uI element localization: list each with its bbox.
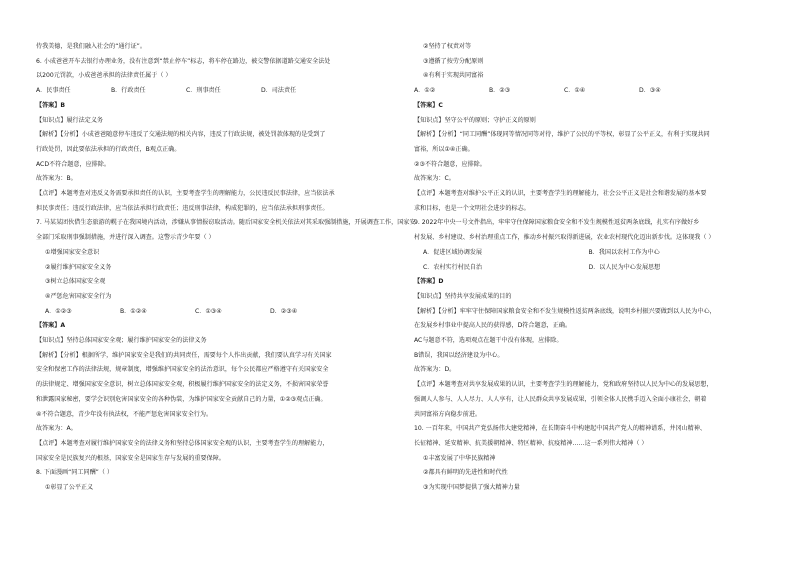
statement-4: ④有利于实现共同富裕 xyxy=(423,72,484,80)
option-c: C．刑事责任 xyxy=(186,87,221,95)
question-7-stem-cont: 全部门采取刑事强制措施，并进行深入调查。这警示青少年要（ ） xyxy=(36,234,215,242)
text-line: 侍我美德，是我们融入社会的“通行证”。 xyxy=(36,43,146,50)
answer-label: 【答案】C xyxy=(414,101,443,109)
comment-line: 担民事责任；违反行政法律，应当依法承担行政责任；违反刑事法律，构成犯罪的，应当依法承担刑事责任。 xyxy=(36,204,329,212)
knowledge-point: 【知识点】坚持总体国家安全观；履行维护国家安全的法律义务 xyxy=(36,337,207,345)
analysis-line: ②③不符合题意，应排除。 xyxy=(414,160,486,168)
analysis-line: 和泄露国家秘密，要学会识别危害国家安全的各种伪装，为维护国家安全贡献自己的力量，①②③观点正确。 xyxy=(36,395,327,403)
option-b: B．②③ xyxy=(489,87,511,95)
question-8-stem: 8. 下面漫画“同工同酬”（ ） xyxy=(36,469,113,477)
question-9-options-row2 xyxy=(414,261,754,276)
statement-1: ①丰富发展了中华民族精神 xyxy=(423,454,496,462)
analysis-line: 故答案为：C。 xyxy=(414,175,455,183)
question-9-stem: 9. 2022年中央一号文件指出，牢牢守住保障国家粮食安全和不发生规模性返贫两条底线，扎实有序做好乡 xyxy=(414,219,700,227)
comment-line: 【点评】本题考查对违反义务需要承担责任的认识，主要考查学生的理解能力，公民违反民事法律，应当依法承 xyxy=(36,190,335,198)
analysis-line: AC与题意不符，选项观点在题干中没有体现，应排除。 xyxy=(414,337,563,345)
left-column xyxy=(36,40,416,496)
option-a: A．①②③ xyxy=(45,307,72,315)
option-d: D．以人民为中心发展思想 xyxy=(588,263,661,271)
statement-2: ②坚持了权责对等 xyxy=(423,43,472,50)
option-a: A．民事责任 xyxy=(36,87,71,95)
option-a: A．促进区域协调发展 xyxy=(423,248,483,256)
question-10-stem: 10. 一百年来，中国共产党弘扬伟大建党精神，在长期奋斗中构建起中国共产党人的精神谱系，井冈山精神、 xyxy=(414,425,706,433)
option-d: D．②③④ xyxy=(270,307,298,315)
comment-line: 求和目标，也是一个文明社会进步的标志。 xyxy=(414,204,530,212)
question-7-stem: 7. 马某某团伙借生态旅游的幌子在我国境内活动，涉嫌从事情报窃取活动。随后国家安全机关依法对其采取强制措施，开展调查工作，国家安 xyxy=(36,219,416,227)
statement-3: ③遵循了按劳分配原则 xyxy=(423,57,484,65)
analysis-line: 【解析】【分析】根据所学，维护国家安全是我们的共同责任，需要每个人作出贡献，我们要认真学习有关国家 xyxy=(36,351,332,359)
statement-1: ①彰显了公平正义 xyxy=(45,484,94,492)
comment-line: 【点评】本题考查对共享发展成果的认识，主要考查学生的理解能力，党和政府坚持以人民为中心的发展思想， xyxy=(414,381,713,389)
analysis-line: 故答案为：B。 xyxy=(36,175,77,183)
option-b: B．行政责任 xyxy=(111,87,146,95)
analysis-line: 【解析】【分析】牢牢守住保障国家粮食安全和不发生规模性返贫两条底线，说明乡村振兴要做到以人民为中心， xyxy=(414,307,716,315)
knowledge-point: 【知识点】坚守公平的原则；守护正义的原则 xyxy=(414,116,536,124)
question-10-stem-cont: 长征精神、延安精神、抗美援朝精神、特区精神、抗疫精神……这一系列伟大精神（ ） xyxy=(414,439,648,447)
comment-line: 强调人人参与、人人尽力、人人享有，让人民群众共享发展成果，引领全体人民携手迈入全面小康社会，朝着 xyxy=(414,395,707,403)
statement-3: ③树立总体国家安全观 xyxy=(45,278,106,286)
option-c: C．①④ xyxy=(564,87,586,95)
knowledge-point: 【知识点】履行法定义务 xyxy=(36,116,104,124)
analysis-line: ④不符合题意，青少年没有执法权，不能严惩危害国家安全行为。 xyxy=(36,410,213,418)
analysis-line: 富裕，所以①④正确。 xyxy=(414,145,474,153)
comment-line: 共同富裕方向稳步前进。 xyxy=(414,410,482,418)
analysis-line: 的法律规定、增强国家安全意识，树立总体国家安全观，积极履行维护国家安全的法定义务，不损害国家荣誉 xyxy=(36,381,329,389)
analysis-line: 【解析】【分析】“同工同酬”体现同等情况同等对待，维护了公民的平等权，彰显了公平正义，有利于实现共同 xyxy=(414,131,710,139)
analysis-line: 安全和保密工作的法律法规，规章制度，增强维护国家安全的法治意识，每个公民都应严格遵守有关国家安全 xyxy=(36,366,329,374)
analysis-line: 行政处罚，因此要依法承担的行政责任，B观点正确。 xyxy=(36,145,181,153)
comment-line: 【点评】本题考查对履行维护国家安全的法律义务和坚持总体国家安全观的认识，主要考查学生的理解能力， xyxy=(36,439,329,447)
answer-label: 【答案】D xyxy=(414,278,444,286)
comment-line: 国家安全是民族复兴的根基，国家安全是国家生存与发展的重要保障。 xyxy=(36,454,225,462)
option-b: B．我国以农村工作为中心 xyxy=(588,248,660,256)
answer-label: 【答案】A xyxy=(36,322,66,330)
analysis-line: 【解析】【分析】小成爸爸随意停车违反了交通法规的相关内容，违反了行政法规，被处罚款体现的是受到了 xyxy=(36,131,326,139)
question-9-options-row1 xyxy=(414,246,754,261)
question-9-stem-cont: 村发展、乡村建设、乡村治理重点工作，推动乡村振兴取得新进展，农业农村现代化迈出新步伐。这体现我（ ） xyxy=(414,234,715,242)
question-6-stem: 6. 小成爸爸开车去银行办理业务，没有注意到“禁止停车”标志，将车停在路边，被交警依据道路交通安全法处 xyxy=(36,57,331,65)
option-d: D．司法责任 xyxy=(261,87,297,95)
statement-2: ②履行维护国家安全义务 xyxy=(45,263,112,271)
analysis-line: 在发展乡村事业中提高人民的获得感，D符合题意，正确。 xyxy=(414,322,572,330)
statement-2: ②都具有鲜明的先进性和时代性 xyxy=(423,469,508,477)
option-b: B．①②④ xyxy=(120,307,147,315)
analysis-line: 故答案为：D。 xyxy=(414,366,456,374)
comment-line: 【点评】本题考查对维护公平正义的认识，主要考查学生的理解能力，社会公平正义是社会和谐发展的基本要 xyxy=(414,190,707,198)
analysis-line: ACD不符合题意，应排除。 xyxy=(36,160,110,168)
statement-1: ①增强国家安全意识 xyxy=(45,248,100,256)
option-d: D．③④ xyxy=(639,87,661,95)
option-a: A．①② xyxy=(414,87,436,95)
question-6-stem-cont: 以200元罚款，小成爸爸承担的法律责任属于（ ） xyxy=(36,72,172,80)
analysis-line: B错误，我国以经济建设为中心。 xyxy=(414,351,504,359)
option-c: C．农村实行村民自治 xyxy=(423,263,483,271)
answer-label: 【答案】B xyxy=(36,101,66,109)
question-6-options xyxy=(36,84,376,99)
question-8-options xyxy=(414,84,754,99)
right-column xyxy=(414,40,754,496)
statement-4: ④严惩危害国家安全行为 xyxy=(45,292,112,300)
analysis-line: 故答案为：A。 xyxy=(36,425,77,433)
question-7-options xyxy=(36,305,376,320)
option-c: C．①③④ xyxy=(195,307,222,315)
knowledge-point: 【知识点】坚持共享发展成果的目的 xyxy=(414,292,512,300)
statement-3: ③为实现中国梦提供了强大精神力量 xyxy=(423,484,520,492)
